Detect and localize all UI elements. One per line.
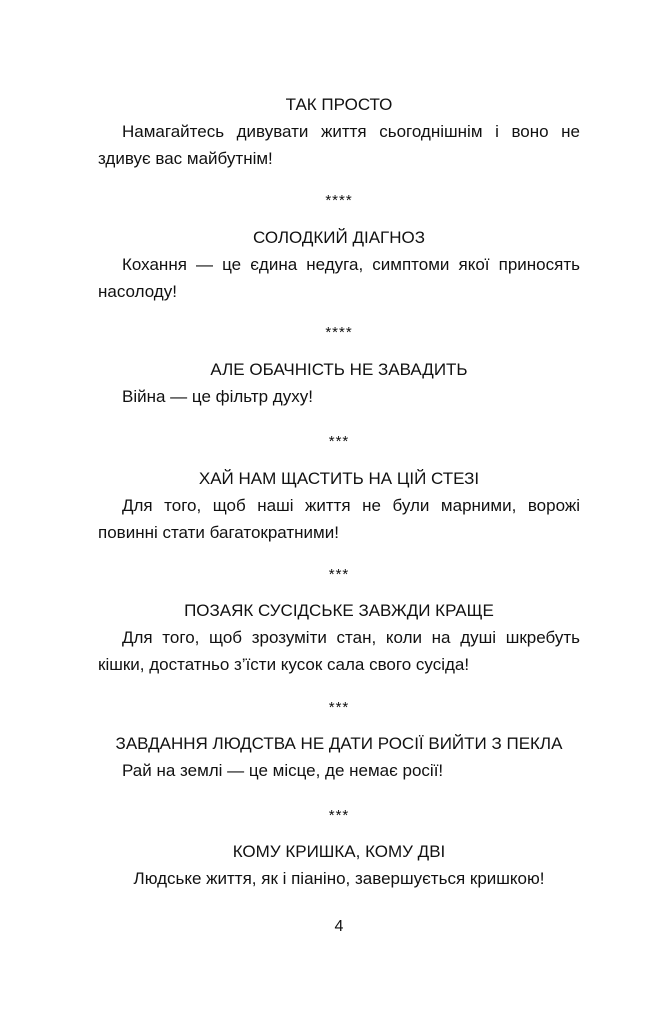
entry-text: Кохання — це єдина недуга, симптоми якої приносять насолоду! bbox=[98, 255, 580, 301]
entry-komu-kryshka bbox=[98, 838, 580, 892]
entry-zavdannia-liudstva bbox=[98, 730, 580, 784]
entry-pozaiak-susidske bbox=[98, 597, 580, 678]
separator: *** bbox=[328, 433, 350, 450]
page-number: 4 bbox=[334, 918, 344, 935]
entry-title: ХАЙ НАМ ЩАСТИТЬ НА ЦІЙ СТЕЗІ bbox=[198, 469, 480, 488]
entry-title: КОМУ КРИШКА, КОМУ ДВІ bbox=[232, 842, 446, 861]
separator: **** bbox=[325, 192, 353, 209]
entry-solodkyi-diahnoz bbox=[98, 224, 580, 305]
entry-text: Рай на землі — це місце, де немає росії! bbox=[122, 761, 444, 780]
entry-ale-obachnist bbox=[98, 356, 580, 410]
entry-text: Для того, щоб наші життя не були марними, ворожі повинні стати багатократними! bbox=[98, 496, 580, 542]
entry-title: ПОЗАЯК СУСІДСЬКЕ ЗАВЖДИ КРАЩЕ bbox=[184, 601, 494, 620]
entry-text: Намагайтесь дивувати життя сьогоднішнім і воно не здивує вас майбутнім! bbox=[98, 122, 580, 168]
entry-text: Війна — це фільтр духу! bbox=[122, 387, 313, 406]
separator: *** bbox=[328, 807, 350, 824]
entry-text: Людське життя, як і піаніно, завершується кришкою! bbox=[133, 869, 545, 888]
entry-khai-nam-shchastyt bbox=[98, 465, 580, 546]
entry-text: Для того, щоб зрозуміти стан, коли на душі шкребуть кішки, достатньо з’їсти кусок сала свого сусіда! bbox=[98, 628, 580, 674]
separator: *** bbox=[328, 699, 350, 716]
separator: *** bbox=[328, 566, 350, 583]
separator: **** bbox=[325, 324, 353, 341]
entry-title: ТАК ПРОСТО bbox=[285, 95, 393, 114]
entry-tak-prosto bbox=[98, 91, 580, 172]
entry-title: СОЛОДКИЙ ДІАГНОЗ bbox=[252, 228, 426, 247]
entry-title: АЛЕ ОБАЧНІСТЬ НЕ ЗАВАДИТЬ bbox=[210, 360, 468, 379]
entry-title: ЗАВДАННЯ ЛЮДСТВА НЕ ДАТИ РОСІЇ ВИЙТИ З ПЕКЛА bbox=[115, 734, 563, 753]
